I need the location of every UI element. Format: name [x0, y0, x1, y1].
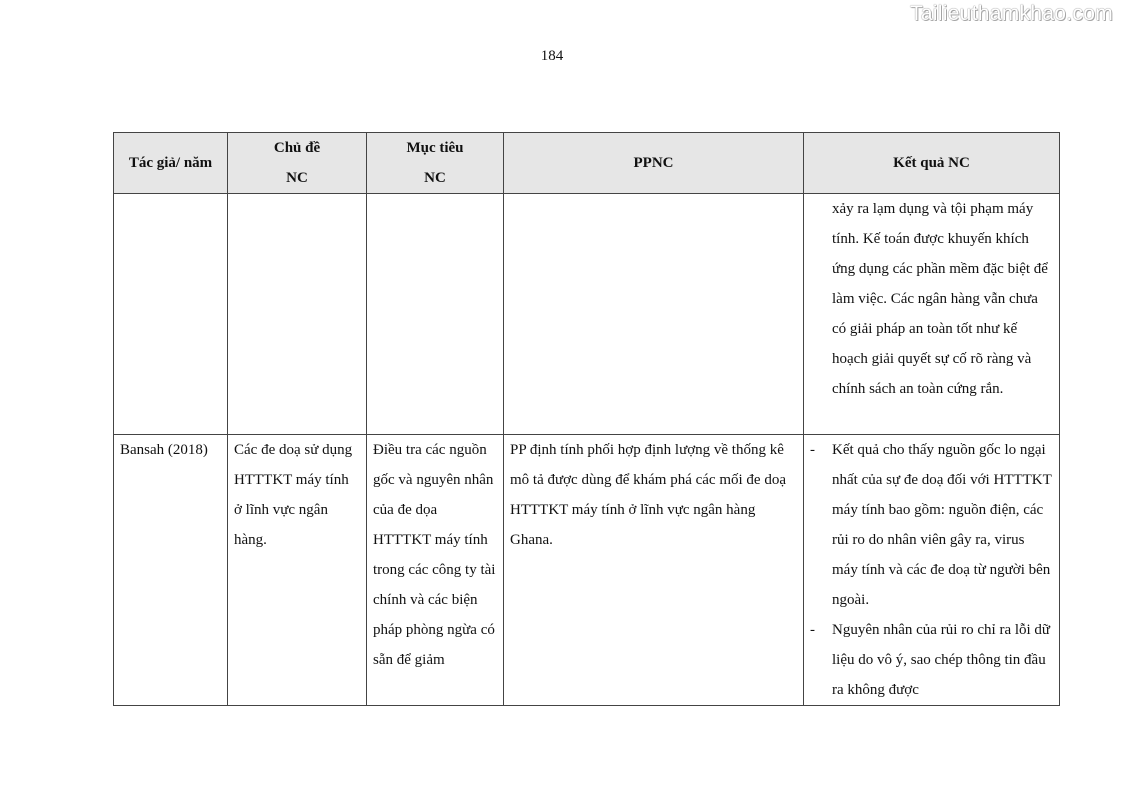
result-item: - Nguyên nhân của rủi ro chỉ ra lỗi dữ liệu do vô ý, sao chép thông tin đầu ra không được [810, 615, 1053, 705]
result-item: - Kết quả cho thấy nguồn gốc lo ngại nhất của sự đe doạ đối với HTTTKT máy tính bao gồm: nguồn điện, các rủi ro do nhân viên gây ra, virus máy tính và các đe doạ từ người bên ngoài. [810, 435, 1053, 615]
header-method: PPNC [504, 133, 804, 194]
table-row [114, 435, 1060, 706]
header-topic: Chủ đề NC [228, 133, 367, 194]
cell-method [504, 194, 804, 435]
result-item: xảy ra lạm dụng và tội phạm máy tính. Kế toán được khuyến khích ứng dụng các phần mềm đặc biệt để làm việc. Các ngân hàng vẫn chưa có giải pháp an toàn tốt như kế hoạch giải quyết sự cố rõ ràng và chính sách an toàn cứng rắn. [832, 201, 1048, 397]
header-result: Kết quả NC [804, 133, 1060, 194]
cell-author: Bansah (2018) [114, 435, 228, 706]
watermark: Tailieuthamkhao.com [910, 2, 1113, 25]
cell-result [804, 194, 1060, 435]
cell-author [114, 194, 228, 435]
bullet-dash: - [810, 622, 815, 638]
header-goal: Mục tiêu NC [367, 133, 504, 194]
page-number: 184 [540, 48, 564, 64]
header-author: Tác giả/ năm [114, 133, 228, 194]
cell-goal: Điều tra các nguồn gốc và nguyên nhân của đe dọa HTTTKT máy tính trong các công ty tài chính và các biện pháp phòng ngừa có sẵn để giảm [367, 435, 504, 706]
cell-goal [367, 194, 504, 435]
cell-topic: Các đe doạ sử dụng HTTTKT máy tính ở lĩnh vực ngân hàng. [228, 435, 367, 706]
cell-method: PP định tính phối hợp định lượng về thống kê mô tả được dùng để khám phá các mối đe doạ HTTTKT máy tính ở lĩnh vực ngân hàng Ghana. [504, 435, 804, 706]
literature-review-table [113, 132, 1060, 706]
cell-topic [228, 194, 367, 435]
table-header-row [114, 133, 1060, 194]
bullet-dash: - [810, 442, 815, 458]
table-row [114, 194, 1060, 435]
cell-result [804, 435, 1060, 706]
